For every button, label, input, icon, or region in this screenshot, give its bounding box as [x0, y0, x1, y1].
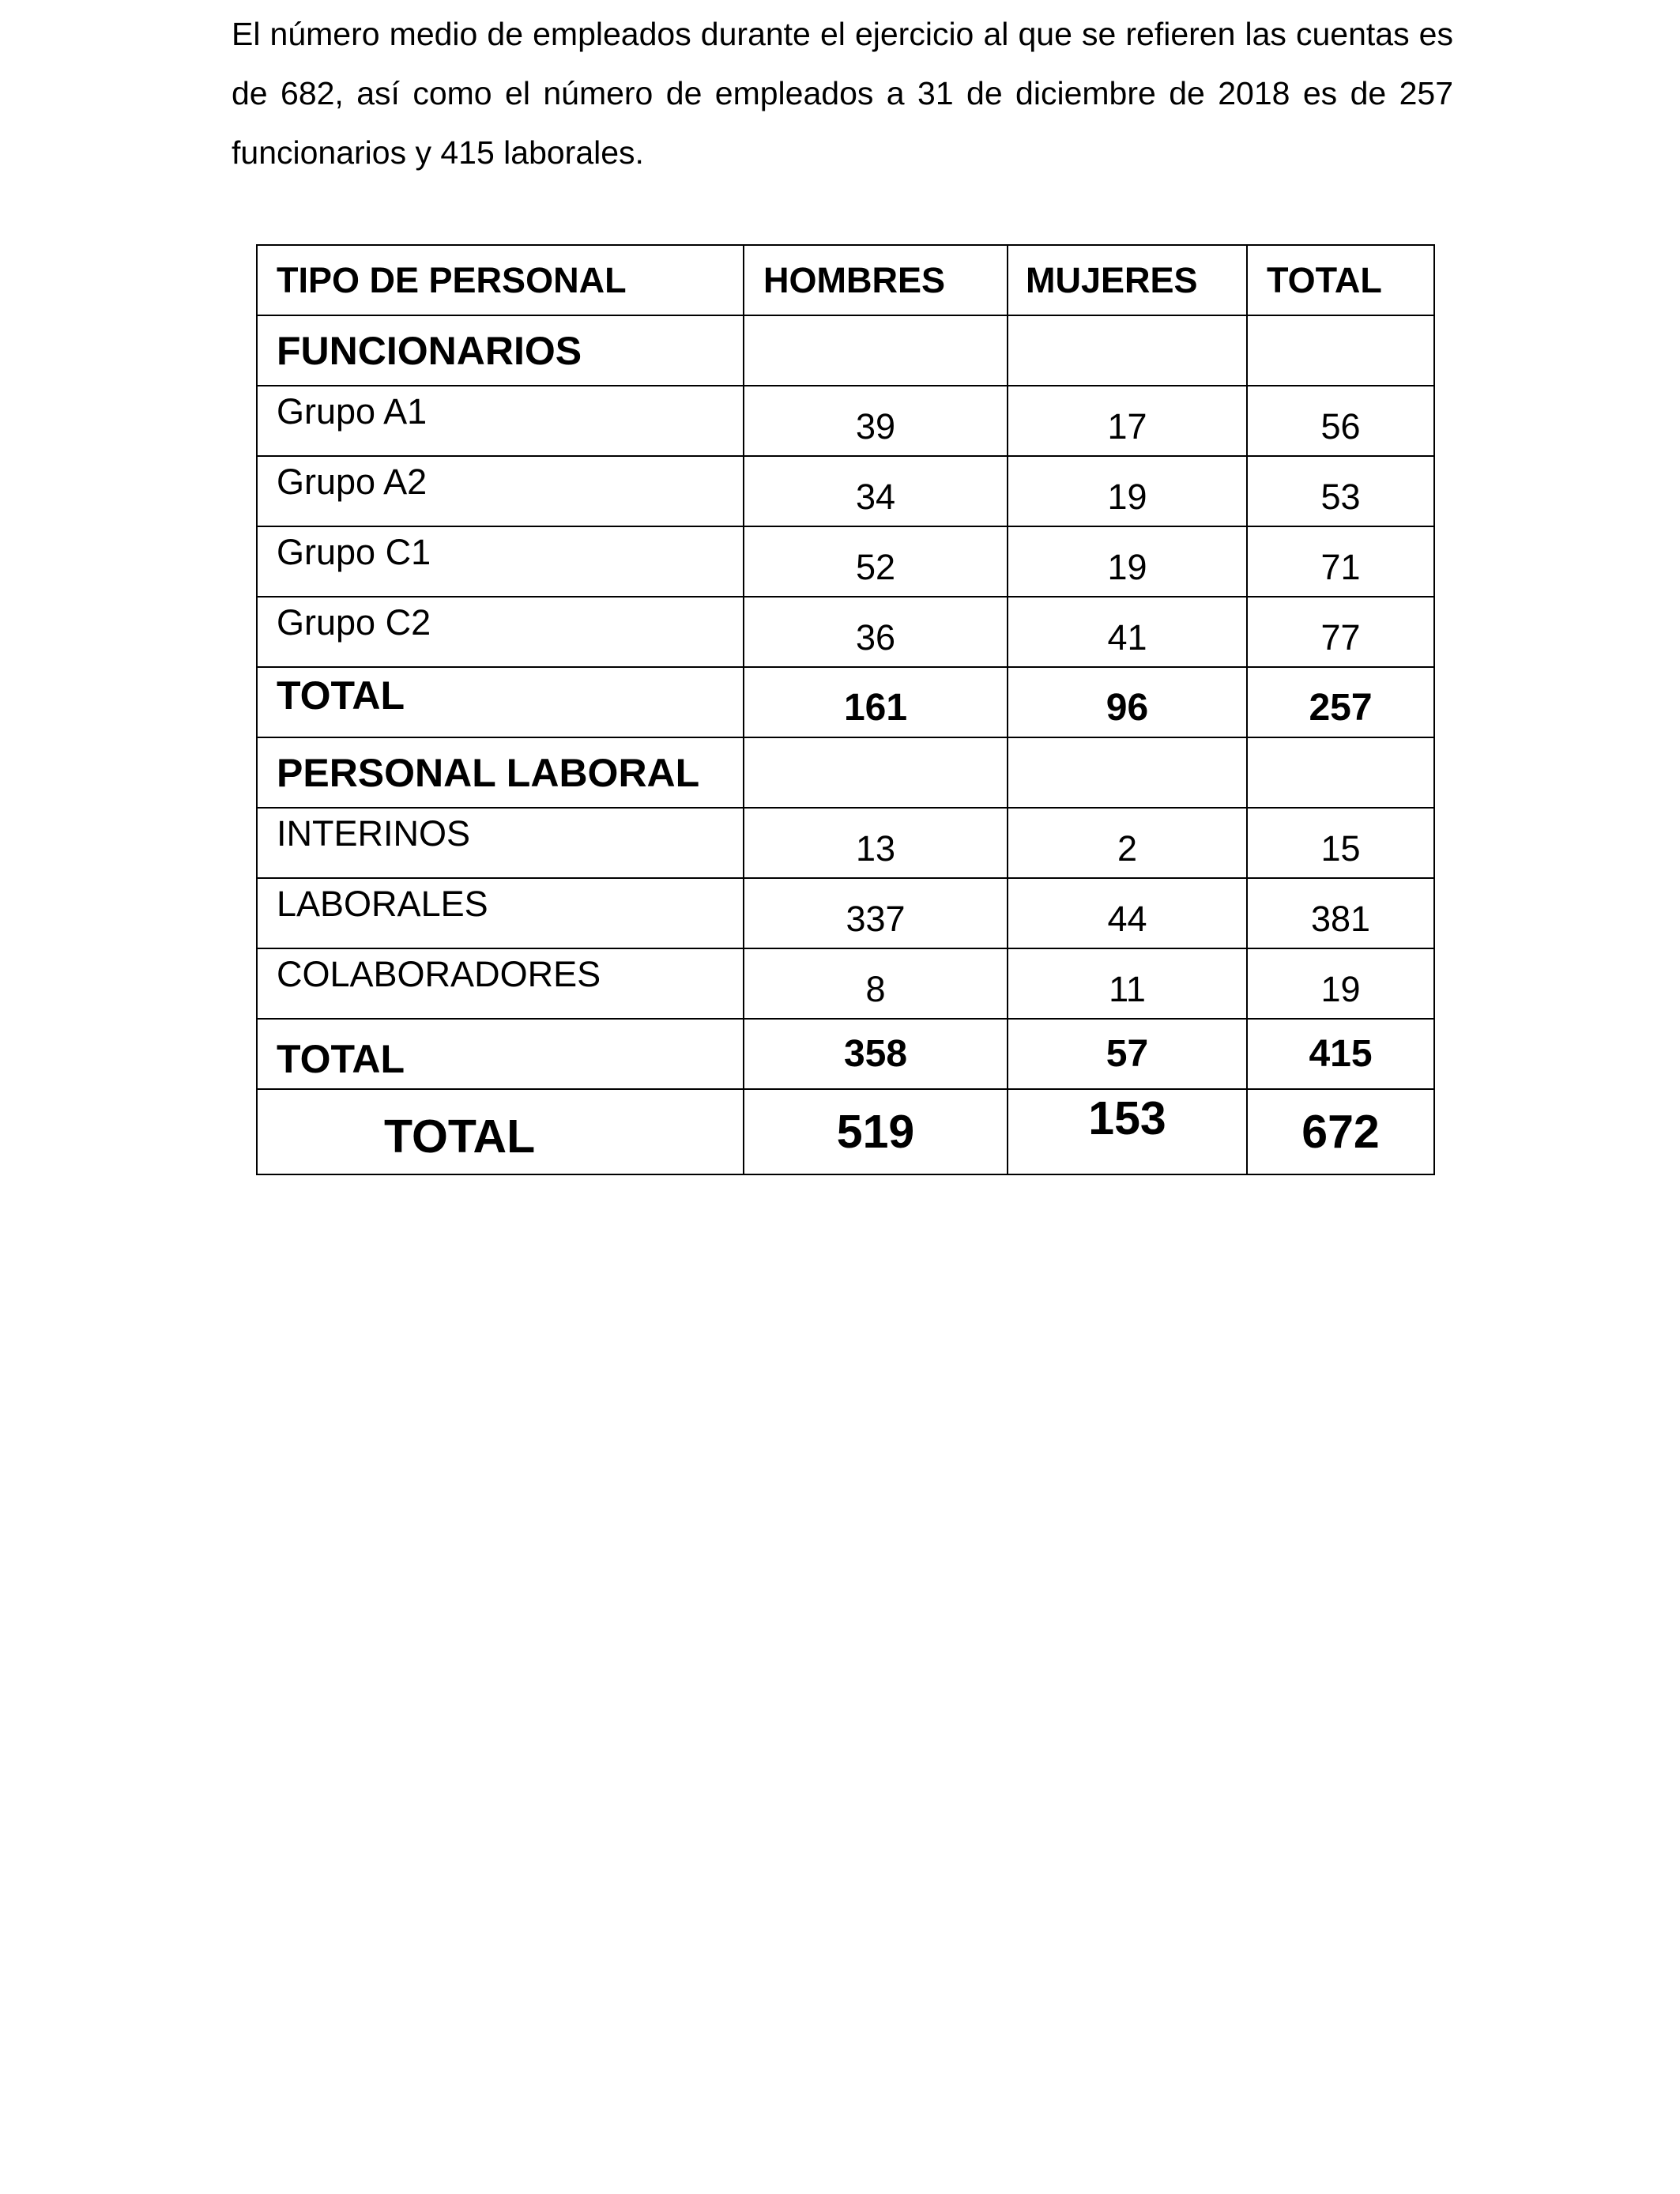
- grand-total-mujeres: 153: [1008, 1089, 1247, 1174]
- row-label: Grupo C2: [257, 597, 744, 667]
- header-total: TOTAL: [1247, 245, 1434, 315]
- hombres-value: 39: [744, 386, 1008, 456]
- mujeres-value: 2: [1008, 808, 1247, 878]
- grand-total-total: 672: [1247, 1089, 1434, 1174]
- mujeres-value: 11: [1008, 948, 1247, 1019]
- mujeres-value: 44: [1008, 878, 1247, 948]
- table-row: [257, 808, 1434, 878]
- total-value: 71: [1247, 526, 1434, 597]
- subtotal-label: TOTAL: [257, 667, 744, 737]
- total-value: 19: [1247, 948, 1434, 1019]
- total-value: 53: [1247, 456, 1434, 526]
- empty-cell: [744, 737, 1008, 808]
- row-label: COLABORADORES: [257, 948, 744, 1019]
- subtotal-row-funcionarios: [257, 667, 1434, 737]
- table-header-row: [257, 245, 1434, 315]
- total-value: 56: [1247, 386, 1434, 456]
- subtotal-total: 257: [1247, 667, 1434, 737]
- header-mujeres: MUJERES: [1008, 245, 1247, 315]
- subtotal-hombres: 161: [744, 667, 1008, 737]
- subtotal-mujeres: 96: [1008, 667, 1247, 737]
- staff-table: [256, 244, 1435, 1175]
- empty-cell: [1008, 737, 1247, 808]
- table-row: [257, 526, 1434, 597]
- row-label: Grupo C1: [257, 526, 744, 597]
- section-title-funcionarios: FUNCIONARIOS: [257, 315, 744, 386]
- empty-cell: [1247, 737, 1434, 808]
- subtotal-row-laboral: [257, 1019, 1434, 1089]
- grand-total-label: TOTAL: [257, 1089, 744, 1174]
- empty-cell: [744, 315, 1008, 386]
- table-row: [257, 456, 1434, 526]
- header-hombres: HOMBRES: [744, 245, 1008, 315]
- hombres-value: 337: [744, 878, 1008, 948]
- table-row: [257, 386, 1434, 456]
- row-label: LABORALES: [257, 878, 744, 948]
- table-row: [257, 948, 1434, 1019]
- hombres-value: 13: [744, 808, 1008, 878]
- total-value: 15: [1247, 808, 1434, 878]
- total-value: 77: [1247, 597, 1434, 667]
- header-tipo-personal: TIPO DE PERSONAL: [257, 245, 744, 315]
- subtotal-mujeres: 57: [1008, 1019, 1247, 1089]
- mujeres-value: 17: [1008, 386, 1247, 456]
- subtotal-total: 415: [1247, 1019, 1434, 1089]
- mujeres-value: 19: [1008, 456, 1247, 526]
- row-label: Grupo A1: [257, 386, 744, 456]
- hombres-value: 52: [744, 526, 1008, 597]
- row-label: Grupo A2: [257, 456, 744, 526]
- intro-paragraph: El número medio de empleados durante el ejercicio al que se refieren las cuentas es de 682, así como el número de empleados a 31 de diciembre de 2018 es de 257 funcionarios y 415 laborales.: [232, 16, 1453, 171]
- section-row-funcionarios: [257, 315, 1434, 386]
- table-row: [257, 597, 1434, 667]
- hombres-value: 36: [744, 597, 1008, 667]
- section-row-laboral: [257, 737, 1434, 808]
- subtotal-hombres: 358: [744, 1019, 1008, 1089]
- section-title-laboral: PERSONAL LABORAL: [257, 737, 744, 808]
- hombres-value: 8: [744, 948, 1008, 1019]
- mujeres-value: 19: [1008, 526, 1247, 597]
- row-label: INTERINOS: [257, 808, 744, 878]
- empty-cell: [1008, 315, 1247, 386]
- mujeres-value: 41: [1008, 597, 1247, 667]
- hombres-value: 34: [744, 456, 1008, 526]
- grand-total-row: [257, 1089, 1434, 1174]
- table-row: [257, 878, 1434, 948]
- total-value: 381: [1247, 878, 1434, 948]
- empty-cell: [1247, 315, 1434, 386]
- grand-total-hombres: 519: [744, 1089, 1008, 1174]
- subtotal-label: TOTAL: [257, 1019, 744, 1089]
